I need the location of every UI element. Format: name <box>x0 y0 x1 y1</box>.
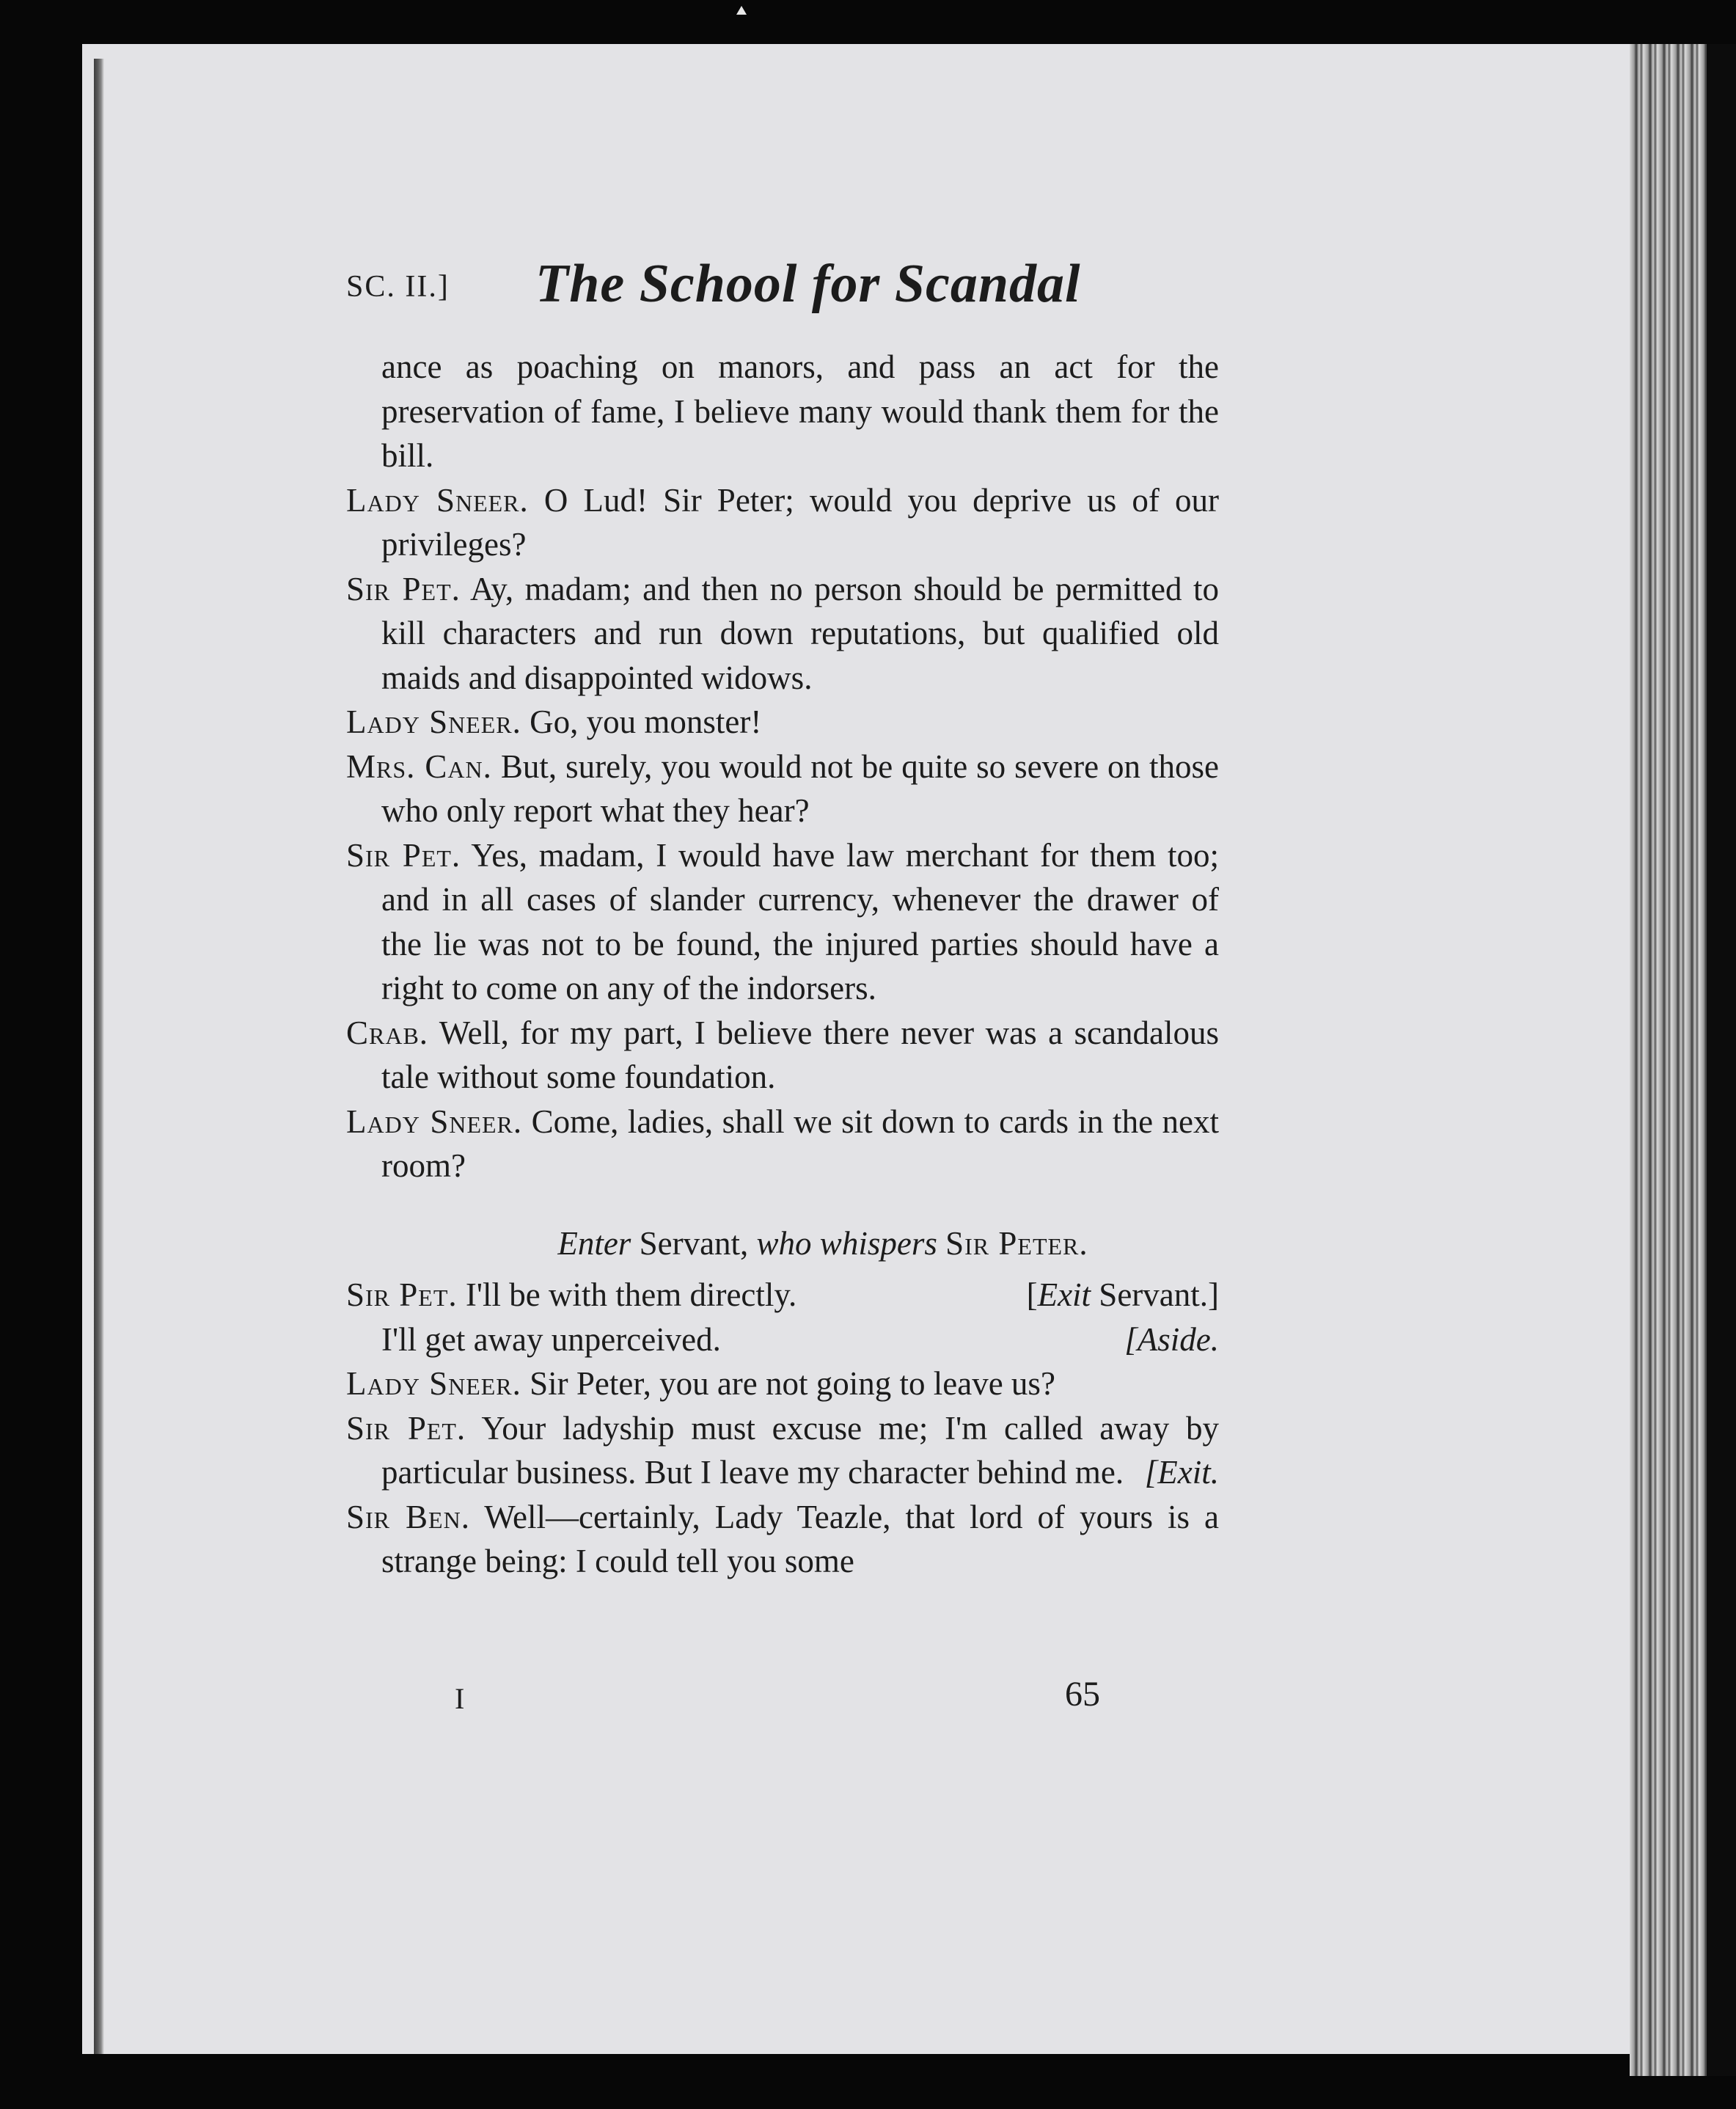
page-body <box>346 345 1219 1584</box>
page-fore-edge <box>1630 44 1736 2076</box>
speech-text: Well, for my part, I believe there never was a scandalous tale without some foundation. <box>381 1014 1219 1095</box>
speech-sir-benjamin <box>346 1495 1219 1584</box>
speech-text: Ay, madam; and then no person should be permitted to kill characters and run down reputations, but qualified old maids and disappointed widows. <box>381 570 1219 696</box>
speech-continuation <box>346 345 1219 478</box>
speech-text: I'll be with them directly. <box>465 1276 797 1313</box>
speaker-name: Sir Ben. <box>346 1498 470 1535</box>
binding-gutter <box>94 59 104 2054</box>
speech-crabtree <box>346 1011 1219 1100</box>
stage-enter: Enter <box>557 1224 631 1262</box>
speech-text: Sir Peter, you are not going to leave us? <box>530 1365 1055 1402</box>
speaker-name: Sir Pet. <box>346 1409 466 1447</box>
speech-text: O Lud! Sir Peter; would you deprive us of our privileges? <box>381 481 1220 563</box>
scan-top-marker <box>736 6 747 15</box>
speech-sir-peter <box>346 1406 1219 1495</box>
book-title: The School for Scandal <box>535 254 1081 314</box>
speech-text: Go, you monster! <box>530 703 762 740</box>
speech-text: I'll get away unperceived. <box>381 1320 721 1358</box>
speech-lady-sneerwell <box>346 1100 1219 1188</box>
page-number: 65 <box>1065 1675 1100 1714</box>
speaker-name: Sir Pet. <box>346 1276 458 1313</box>
exit-direction <box>1026 1273 1219 1317</box>
stage-direction <box>346 1221 1219 1266</box>
speech-text: Come, ladies, shall we sit down to cards in the next room? <box>381 1103 1220 1184</box>
speaker-name: Sir Pet. <box>346 836 461 874</box>
speech-text: But, surely, you would not be quite so severe on those who only report what they hear? <box>381 748 1219 829</box>
speaker-name: Lady Sneer. <box>346 481 529 519</box>
speech-sir-peter <box>346 1273 1219 1317</box>
speech-text: Well—certainly, Lady Teazle, that lord of yours is a strange being: I could tell you some <box>381 1498 1220 1579</box>
signature-mark: I <box>455 1682 465 1715</box>
bracket: [ <box>1026 1276 1038 1313</box>
speaker-name: Sir Pet. <box>346 570 461 607</box>
speech-text: Your ladyship must excuse me; I'm called away by particular business. But I leave my character behind me. <box>381 1409 1219 1491</box>
speech-lady-sneerwell <box>346 700 1219 745</box>
exit-servant: Servant.] <box>1099 1276 1219 1313</box>
exit-direction: [Exit. <box>1144 1454 1219 1491</box>
speech-sir-peter <box>346 833 1219 1011</box>
running-head: SC. II.] <box>346 270 450 304</box>
stage-sir-peter: Sir Peter. <box>945 1224 1088 1262</box>
speech-sir-peter <box>346 567 1219 701</box>
speech-mrs-candour <box>346 745 1219 833</box>
speaker-name: Lady Sneer. <box>346 703 521 740</box>
speaker-name: Lady Sneer. <box>346 1365 521 1402</box>
speech-text: ance as poaching on manors, and pass an act for the preservation of fame, I believe many would thank them for the bill. <box>381 348 1219 474</box>
stage-servant: Servant, <box>639 1224 749 1262</box>
aside-direction: [Aside. <box>1124 1320 1219 1358</box>
speech-lady-sneerwell <box>346 478 1219 567</box>
speaker-name: Mrs. Can. <box>346 748 492 785</box>
exit-word: Exit <box>1037 1276 1091 1313</box>
page-header <box>346 253 1226 334</box>
speech-lady-sneerwell <box>346 1361 1219 1406</box>
speaker-name: Crab. <box>346 1014 429 1051</box>
speech-text: Yes, madam, I would have law merchant for them too; and in all cases of slander currency, whenever the drawer of the lie was not to be found, the injured parties should have a right to come on any of the indorsers. <box>381 836 1219 1006</box>
speaker-name: Lady Sneer. <box>346 1103 523 1140</box>
speech-continuation <box>346 1317 1219 1362</box>
stage-whispers: who whispers <box>756 1224 937 1262</box>
